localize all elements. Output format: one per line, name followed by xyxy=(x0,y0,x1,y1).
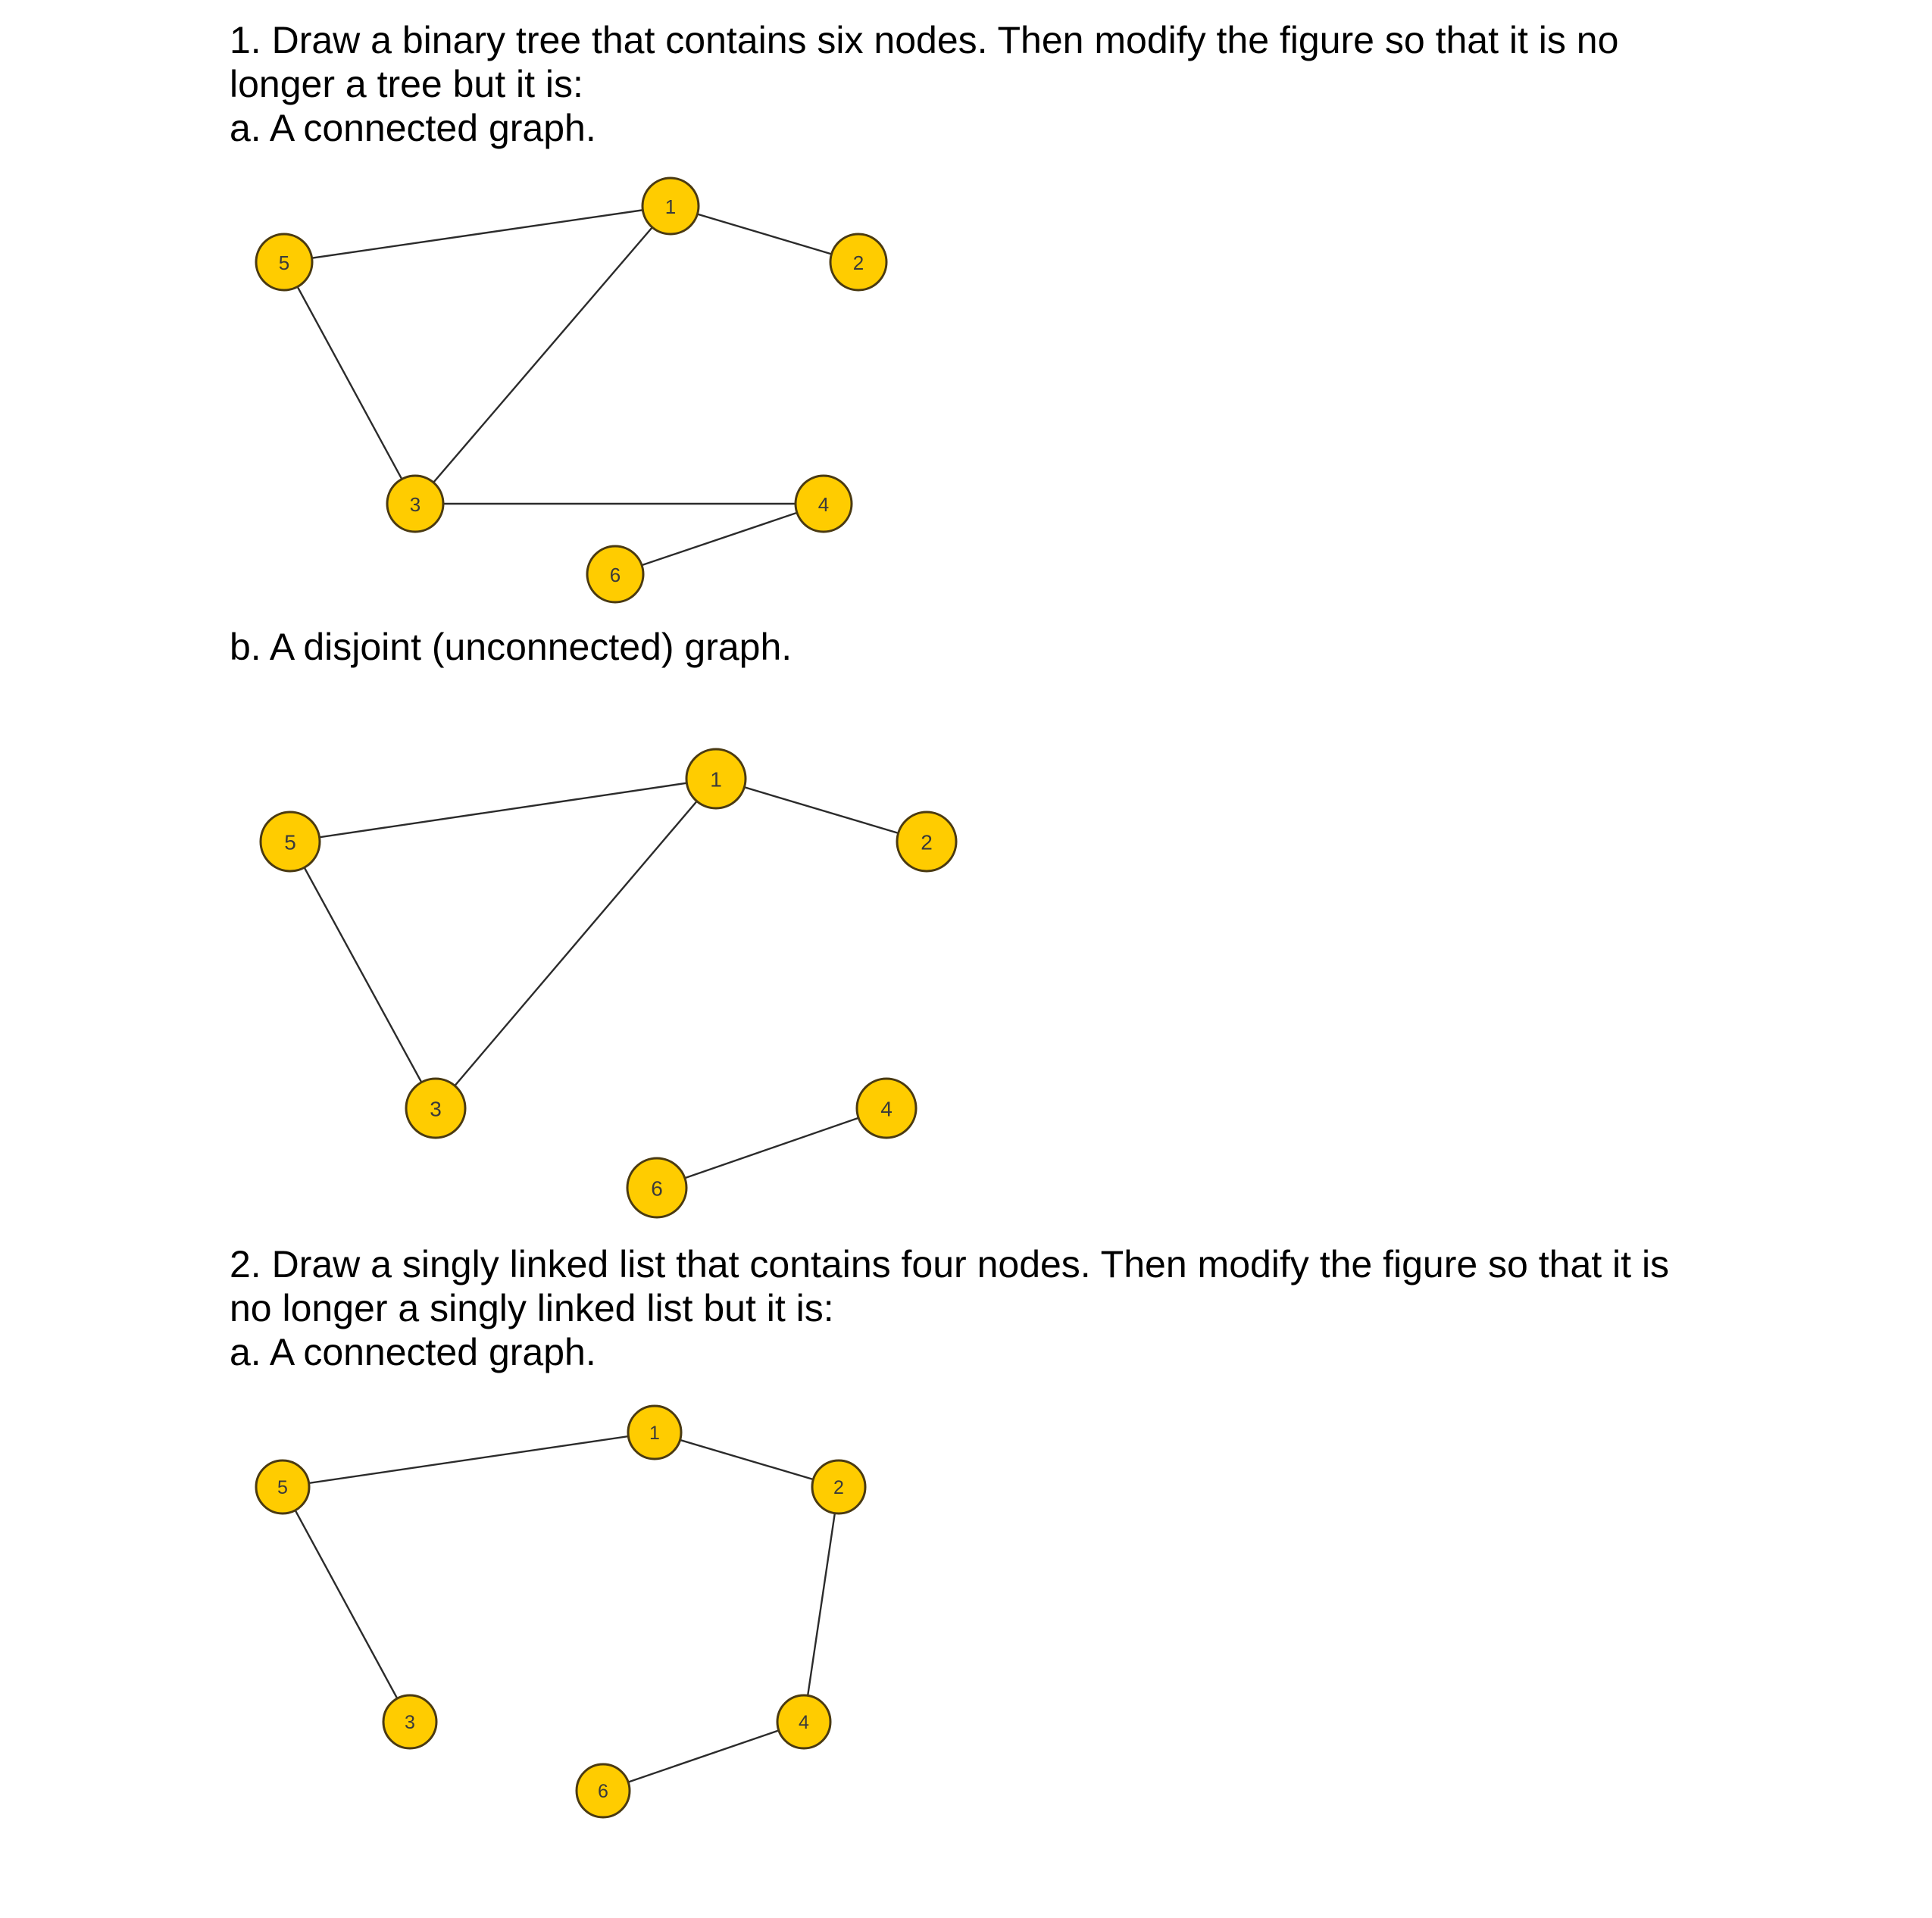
edge-q2a-5-1 xyxy=(283,1432,655,1487)
question-2-part-a-label: a. A connected graph. xyxy=(230,1331,596,1373)
question-1-line-1: 1. Draw a binary tree that contains six nodes. Then modify the figure so that it is no xyxy=(230,19,1619,61)
question-2-line-2: no longer a singly linked list but it is: xyxy=(230,1287,834,1329)
node-label: 2 xyxy=(833,1477,844,1498)
question-1-line-2: longer a tree but it is: xyxy=(230,63,583,105)
edge-q2a-5-3 xyxy=(283,1487,410,1722)
edge-q2a-4-6 xyxy=(603,1722,804,1791)
node-label: 1 xyxy=(664,195,677,218)
node-label: 2 xyxy=(921,830,933,854)
node-q2a-2 xyxy=(812,1460,865,1513)
node-q2a-1 xyxy=(628,1406,681,1459)
edge-q2a-2-4 xyxy=(804,1487,839,1722)
node-label: 6 xyxy=(651,1176,663,1201)
node-label: 5 xyxy=(278,251,290,274)
node-label: 3 xyxy=(409,493,421,516)
edge-q2a-1-2 xyxy=(655,1432,839,1487)
node-label: 4 xyxy=(799,1712,809,1733)
node-q2a-5 xyxy=(256,1460,309,1513)
question-1-part-a-label: a. A connected graph. xyxy=(230,107,596,149)
question-1-part-b-label: b. A disjoint (unconnected) graph. xyxy=(230,626,792,668)
node-label: 2 xyxy=(852,251,864,274)
node-label: 6 xyxy=(609,564,621,586)
node-label: 1 xyxy=(649,1423,660,1444)
node-q2a-4 xyxy=(777,1695,830,1748)
node-label: 5 xyxy=(284,830,296,854)
node-q2a-6 xyxy=(577,1764,630,1817)
node-label: 5 xyxy=(277,1477,288,1498)
node-label: 3 xyxy=(430,1097,442,1121)
node-label: 4 xyxy=(818,493,830,516)
node-label: 6 xyxy=(598,1781,608,1802)
node-label: 3 xyxy=(405,1712,415,1733)
node-q2a-3 xyxy=(383,1695,436,1748)
question-2-line-1: 2. Draw a singly linked list that contains four nodes. Then modify the figure so that it is xyxy=(230,1243,1670,1285)
node-label: 1 xyxy=(710,767,722,792)
node-label: 4 xyxy=(880,1097,893,1121)
